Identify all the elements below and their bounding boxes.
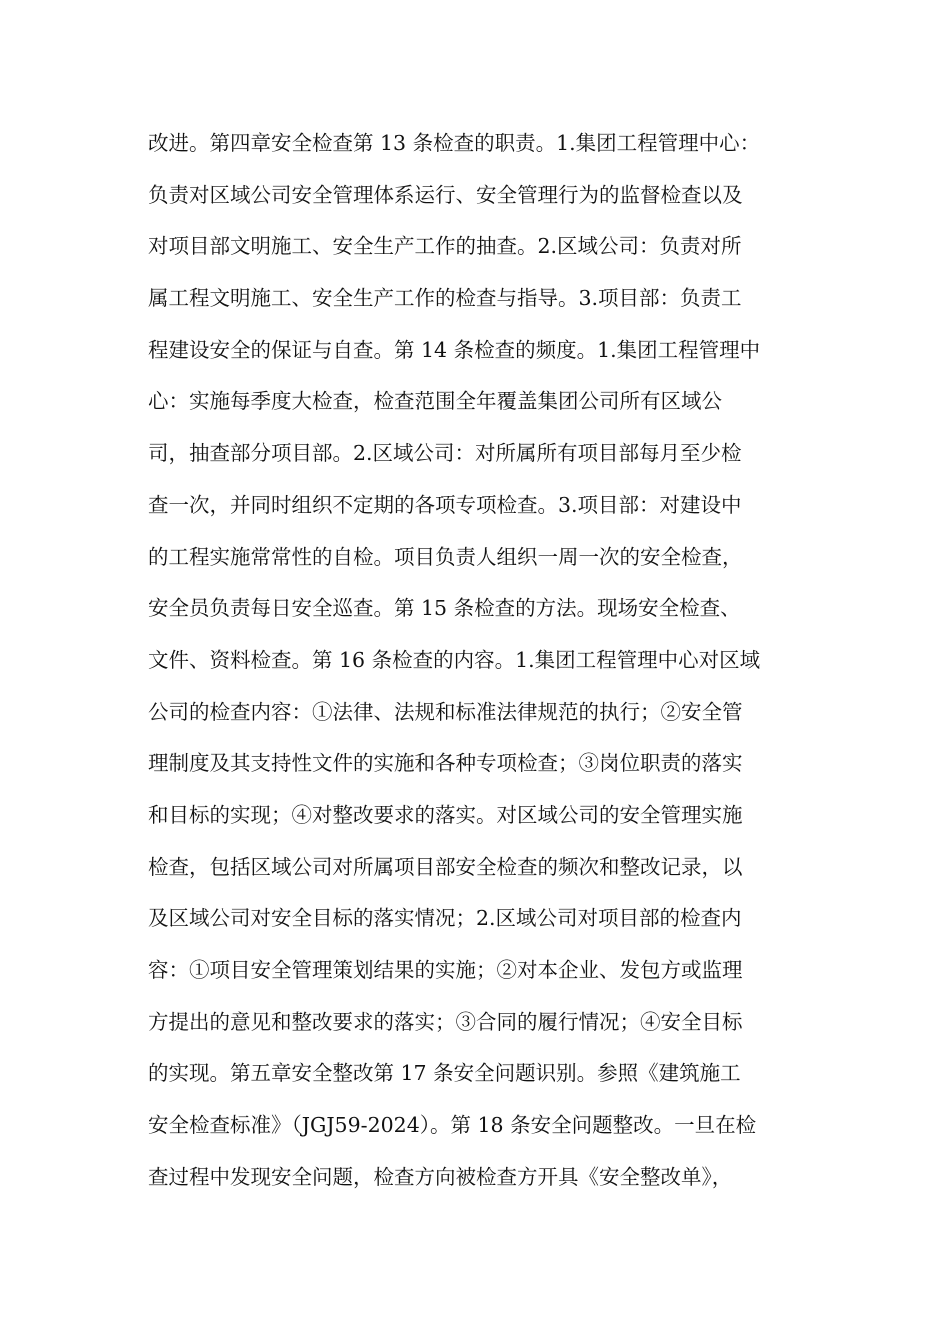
text-line: 心：实施每季度大检查，检查范围全年覆盖集团公司所有区域公 — [148, 389, 722, 414]
text-line: 和目标的实现；④对整改要求的落实。对区域公司的安全管理实施 — [148, 802, 743, 827]
text-line: 方提出的意见和整改要求的落实；③合同的履行情况；④安全目标 — [148, 1009, 743, 1034]
text-line: 安全检查标准》（JGJ59-2024）。第 18 条安全问题整改。一旦在检 — [148, 1113, 757, 1138]
text-line: 公司的检查内容：①法律、法规和标准法律规范的执行；②安全管 — [148, 699, 743, 724]
text-line: 程建设安全的保证与自查。第 14 条检查的频度。1.集团工程管理中 — [148, 337, 761, 362]
text-line: 负责对区域公司安全管理体系运行、安全管理行为的监督检查以及 — [148, 182, 743, 207]
text-line: 查一次，并同时组织不定期的各项专项检查。3.项目部：对建设中 — [148, 492, 742, 517]
text-line: 理制度及其支持性文件的实施和各种专项检查；③岗位职责的落实 — [148, 751, 743, 776]
text-line: 容：①项目安全管理策划结果的实施；②对本企业、发包方或监理 — [148, 958, 743, 982]
text-line: 及区域公司对安全目标的落实情况；2.区域公司对项目部的检查内 — [148, 906, 742, 931]
text-line: 的工程实施常常性的自检。项目负责人组织一周一次的安全检查， — [148, 544, 743, 569]
text-line: 查过程中发现安全问题，检查方向被检查方开具《安全整改单》， — [148, 1164, 733, 1189]
text-line: 检查，包括区域公司对所属项目部安全检查的频次和整改记录，以 — [148, 854, 743, 879]
text-line: 对项目部文明施工、安全生产工作的抽查。2.区域公司：负责对所 — [148, 234, 742, 259]
text-line: 安全员负责每日安全巡查。第 15 条检查的方法。现场安全检查、 — [148, 596, 741, 621]
text-line: 改进。第四章安全检查第 13 条检查的职责。1.集团工程管理中心： — [148, 131, 761, 155]
text-line: 属工程文明施工、安全生产工作的检查与指导。3.项目部：负责工 — [148, 286, 742, 311]
text-line: 文件、资料检查。第 16 条检查的内容。1.集团工程管理中心对区域 — [148, 647, 761, 672]
text-line: 司，抽查部分项目部。2.区域公司：对所属所有项目部每月至少检 — [148, 441, 742, 466]
body-text — [148, 118, 808, 1203]
text-line: 的实现。第五章安全整改第 17 条安全问题识别。参照《建筑施工 — [148, 1061, 741, 1086]
